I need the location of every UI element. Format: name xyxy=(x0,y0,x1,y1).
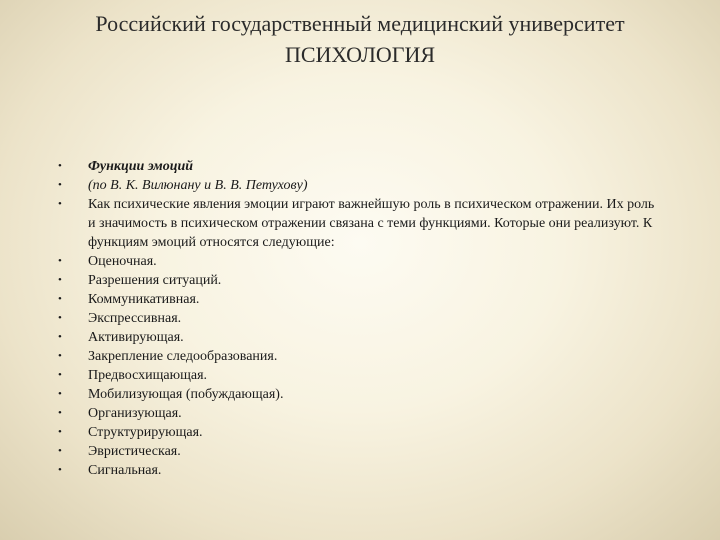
list-item-text: Коммуникативная. xyxy=(88,292,200,307)
slide-title xyxy=(40,8,680,70)
list-item xyxy=(56,423,656,442)
list-item xyxy=(56,347,656,366)
list-item xyxy=(56,442,656,461)
bullet-icon: • xyxy=(58,426,62,438)
bullet-icon: • xyxy=(58,274,62,286)
list-item xyxy=(56,176,656,195)
list-item-text: Экспрессивная. xyxy=(88,311,182,326)
bullet-icon: • xyxy=(58,350,62,362)
bullet-icon: • xyxy=(58,445,62,457)
list-item xyxy=(56,385,656,404)
bullet-list xyxy=(56,157,656,480)
list-item xyxy=(56,404,656,423)
list-item-text: Организующая. xyxy=(88,406,182,421)
list-item-text: Сигнальная. xyxy=(88,463,162,478)
bullet-icon: • xyxy=(58,198,62,210)
list-item-text: Мобилизующая (побуждающая). xyxy=(88,387,284,402)
list-item xyxy=(56,328,656,347)
subject-title: ПСИХОЛОГИЯ xyxy=(284,42,436,67)
bullet-icon: • xyxy=(58,331,62,343)
list-item-text: Закрепление следообразования. xyxy=(88,349,278,364)
list-item-text: Как психические явления эмоции играют важнейшую роль в психическом отражении. Их роль и значимость в психическом отражении связана с теми функциями. Которые они реализуют. К функциям эмоций относятся следующие: xyxy=(88,197,655,250)
list-item xyxy=(56,195,656,252)
list-item-text: (по В. К. Вилюнану и В. В. Петухову) xyxy=(88,178,308,193)
list-item xyxy=(56,461,656,480)
university-name: Российский государственный медицинский университет xyxy=(95,11,625,36)
list-item-text: Активирующая. xyxy=(88,330,184,345)
bullet-icon: • xyxy=(58,407,62,419)
list-item-text: Структурирующая. xyxy=(88,425,203,440)
list-item-text: Функции эмоций xyxy=(88,159,194,174)
list-item xyxy=(56,271,656,290)
bullet-icon: • xyxy=(58,464,62,476)
list-item xyxy=(56,157,656,176)
list-item-text: Разрешения ситуаций. xyxy=(88,273,222,288)
list-item-text: Оценочная. xyxy=(88,254,157,269)
list-item xyxy=(56,252,656,271)
list-item xyxy=(56,366,656,385)
bullet-icon: • xyxy=(58,388,62,400)
bullet-icon: • xyxy=(58,312,62,324)
list-item-text: Предвосхищающая. xyxy=(88,368,208,383)
list-item xyxy=(56,309,656,328)
bullet-icon: • xyxy=(58,293,62,305)
bullet-icon: • xyxy=(58,160,62,172)
list-item xyxy=(56,290,656,309)
bullet-icon: • xyxy=(58,255,62,267)
list-item-text: Эвристическая. xyxy=(88,444,181,459)
bullet-icon: • xyxy=(58,369,62,381)
bullet-icon: • xyxy=(58,179,62,191)
